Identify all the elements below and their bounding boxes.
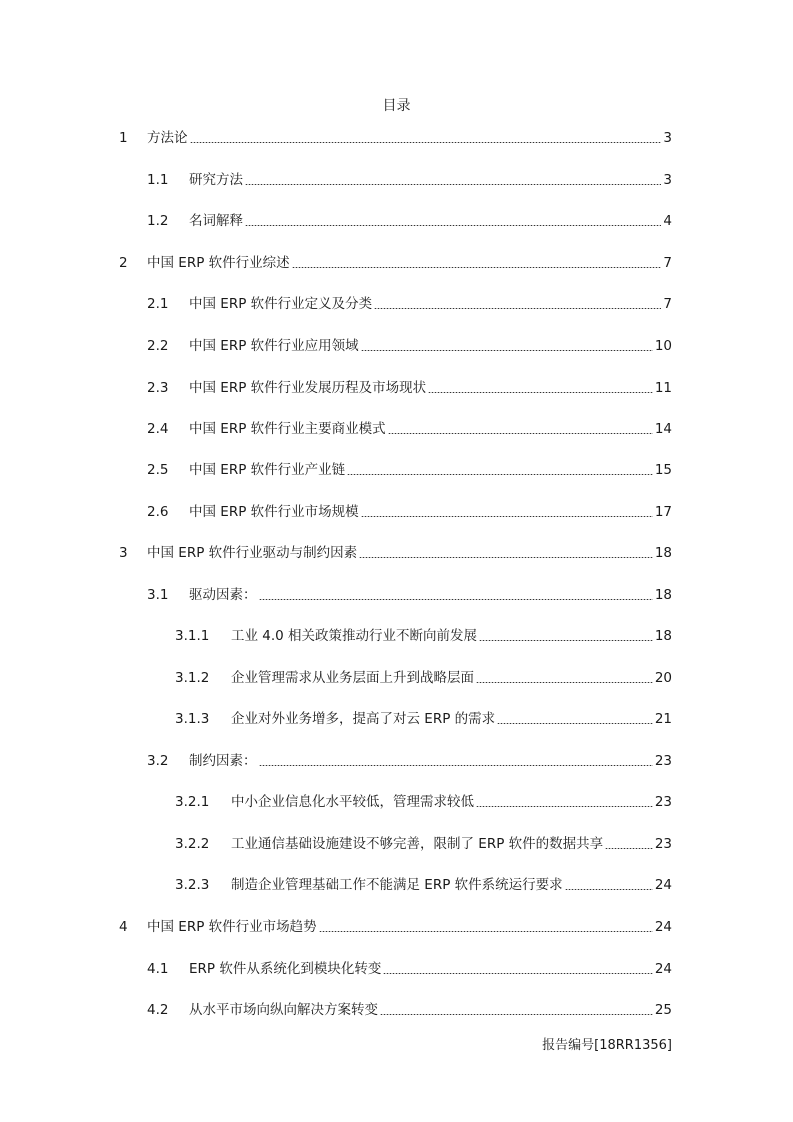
toc-dot-leader: [388, 433, 653, 434]
toc-entry-title: 方法论: [147, 130, 188, 146]
toc-entry-page: 20: [654, 670, 672, 686]
toc-entry-page: 24: [654, 919, 672, 935]
toc-entry-page: 23: [654, 753, 672, 769]
toc-entry-title: 制造企业管理基础工作不能满足 ERP 软件系统运行要求: [231, 877, 563, 893]
toc-entry-page: 25: [654, 1002, 672, 1018]
toc-entry[interactable]: [147, 1000, 672, 1020]
toc-entry[interactable]: [147, 336, 672, 356]
toc-dot-leader: [245, 184, 661, 185]
toc-dot-leader: [374, 308, 661, 309]
toc-entry-title: 企业管理需求从业务层面上升到战略层面: [231, 670, 474, 686]
toc-entry-title: 中国 ERP 软件行业定义及分类: [189, 296, 373, 312]
toc-entry-title: 工业 4.0 相关政策推动行业不断向前发展: [231, 628, 478, 644]
toc-entry-page: 10: [654, 338, 672, 354]
toc-entry[interactable]: [147, 378, 672, 398]
toc-entry-number: 3.2: [147, 753, 169, 769]
toc-entry[interactable]: [119, 128, 672, 148]
toc-dot-leader: [476, 806, 653, 807]
toc-entry-page: 17: [654, 504, 672, 520]
toc-entry-number: 3.2.3: [175, 877, 210, 893]
toc-dot-leader: [479, 640, 653, 641]
toc-entry-number: 2.4: [147, 421, 169, 437]
toc-dot-leader: [361, 350, 653, 351]
toc-entry-number: 1: [119, 130, 128, 146]
toc-dot-leader: [190, 142, 662, 143]
toc-entry[interactable]: [119, 543, 672, 563]
toc-entry-title: 工业通信基础设施建设不够完善，限制了 ERP 软件的数据共享: [231, 836, 604, 852]
toc-entry-page: 3: [663, 130, 672, 146]
toc-dot-leader: [259, 765, 653, 766]
toc-entry-number: 4.2: [147, 1002, 169, 1018]
toc-entry-number: 3.1.2: [175, 670, 210, 686]
toc-dot-leader: [428, 392, 653, 393]
toc-entry-page: 24: [654, 961, 672, 977]
toc-entry[interactable]: [119, 917, 672, 937]
toc-entry-number: 4: [119, 919, 128, 935]
report-number: 报告编号[18RR1356]: [542, 1038, 672, 1053]
toc-entry-title: 从水平市场向纵向解决方案转变: [189, 1002, 378, 1018]
toc-entry-title: 中小企业信息化水平较低，管理需求较低: [231, 794, 474, 810]
toc-dot-leader: [383, 973, 652, 974]
toc-dot-leader: [347, 474, 653, 475]
toc-dot-leader: [476, 682, 653, 683]
toc-entry[interactable]: [147, 751, 672, 771]
toc-dot-leader: [380, 1014, 653, 1015]
toc-dot-leader: [565, 889, 653, 890]
toc-entry-number: 2.2: [147, 338, 169, 354]
toc-title: 目录: [382, 98, 411, 114]
toc-entry-title: 中国 ERP 软件行业市场趋势: [147, 919, 317, 935]
toc-entry[interactable]: [147, 585, 672, 605]
toc-dot-leader: [259, 599, 653, 600]
toc-entry-number: 3.1: [147, 587, 169, 603]
toc-entry[interactable]: [175, 668, 672, 688]
toc-entry-title: 研究方法: [189, 172, 243, 188]
toc-entry-number: 3: [119, 545, 128, 561]
toc-entry-title: 中国 ERP 软件行业综述: [147, 255, 290, 271]
toc-entry-title: 中国 ERP 软件行业市场规模: [189, 504, 359, 520]
toc-entry-number: 3.1.3: [175, 711, 210, 727]
toc-dot-leader: [497, 723, 653, 724]
toc-entry[interactable]: [175, 875, 672, 895]
toc-entry-page: 24: [654, 877, 672, 893]
toc-entry-title: 中国 ERP 软件行业产业链: [189, 462, 346, 478]
toc-entry-title: 名词解释: [189, 213, 243, 229]
toc-entry[interactable]: [147, 170, 672, 190]
toc-entry[interactable]: [147, 211, 672, 231]
toc-entry[interactable]: [147, 959, 672, 979]
toc-entry-number: 2: [119, 255, 128, 271]
toc-entry-number: 3.2.2: [175, 836, 210, 852]
toc-entry-title: 企业对外业务增多，提高了对云 ERP 的需求: [231, 711, 496, 727]
toc-entry-page: 23: [654, 836, 672, 852]
toc-dot-leader: [359, 557, 653, 558]
toc-entry-page: 3: [663, 172, 672, 188]
toc-entry[interactable]: [119, 253, 672, 273]
toc-entry-page: 11: [654, 380, 672, 396]
toc-dot-leader: [605, 848, 653, 849]
toc-entry[interactable]: [147, 502, 672, 522]
toc-entry-title: 中国 ERP 软件行业发展历程及市场现状: [189, 380, 427, 396]
toc-entry-page: 18: [654, 587, 672, 603]
toc-entry-page: 14: [654, 421, 672, 437]
toc-entry[interactable]: [175, 834, 672, 854]
toc-entry-title: 中国 ERP 软件行业驱动与制约因素: [147, 545, 358, 561]
toc-entry-number: 1.1: [147, 172, 169, 188]
toc-entry-title: 制约因素：: [189, 753, 257, 769]
toc-dot-leader: [292, 267, 662, 268]
toc-dot-leader: [245, 225, 661, 226]
toc-entry-title: 中国 ERP 软件行业应用领域: [189, 338, 359, 354]
toc-entry-page: 18: [654, 628, 672, 644]
toc-entry-number: 1.2: [147, 213, 169, 229]
toc-entry-page: 18: [654, 545, 672, 561]
toc-dot-leader: [319, 931, 653, 932]
toc-entry-page: 4: [663, 213, 672, 229]
toc-entry-number: 3.2.1: [175, 794, 210, 810]
toc-entry-page: 21: [654, 711, 672, 727]
toc-entry[interactable]: [147, 294, 672, 314]
toc-entry-title: 驱动因素：: [189, 587, 257, 603]
toc-entry-number: 3.1.1: [175, 628, 210, 644]
toc-entry[interactable]: [175, 792, 672, 812]
toc-entry-page: 23: [654, 794, 672, 810]
toc-entry-number: 2.3: [147, 380, 169, 396]
toc-entry-number: 2.1: [147, 296, 169, 312]
toc-entry-page: 15: [654, 462, 672, 478]
toc-entry[interactable]: [147, 419, 672, 439]
toc-entry-page: 7: [663, 255, 672, 271]
toc-dot-leader: [361, 516, 653, 517]
toc-entry[interactable]: [147, 460, 672, 480]
toc-entry-title: ERP 软件从系统化到模块化转变: [189, 961, 382, 977]
toc-entry[interactable]: [175, 709, 672, 729]
toc-entry-number: 2.6: [147, 504, 169, 520]
toc-entry-title: 中国 ERP 软件行业主要商业模式: [189, 421, 386, 437]
toc-entry-page: 7: [663, 296, 672, 312]
toc-entry-number: 2.5: [147, 462, 169, 478]
toc-entry[interactable]: [175, 626, 672, 646]
toc-entry-number: 4.1: [147, 961, 169, 977]
